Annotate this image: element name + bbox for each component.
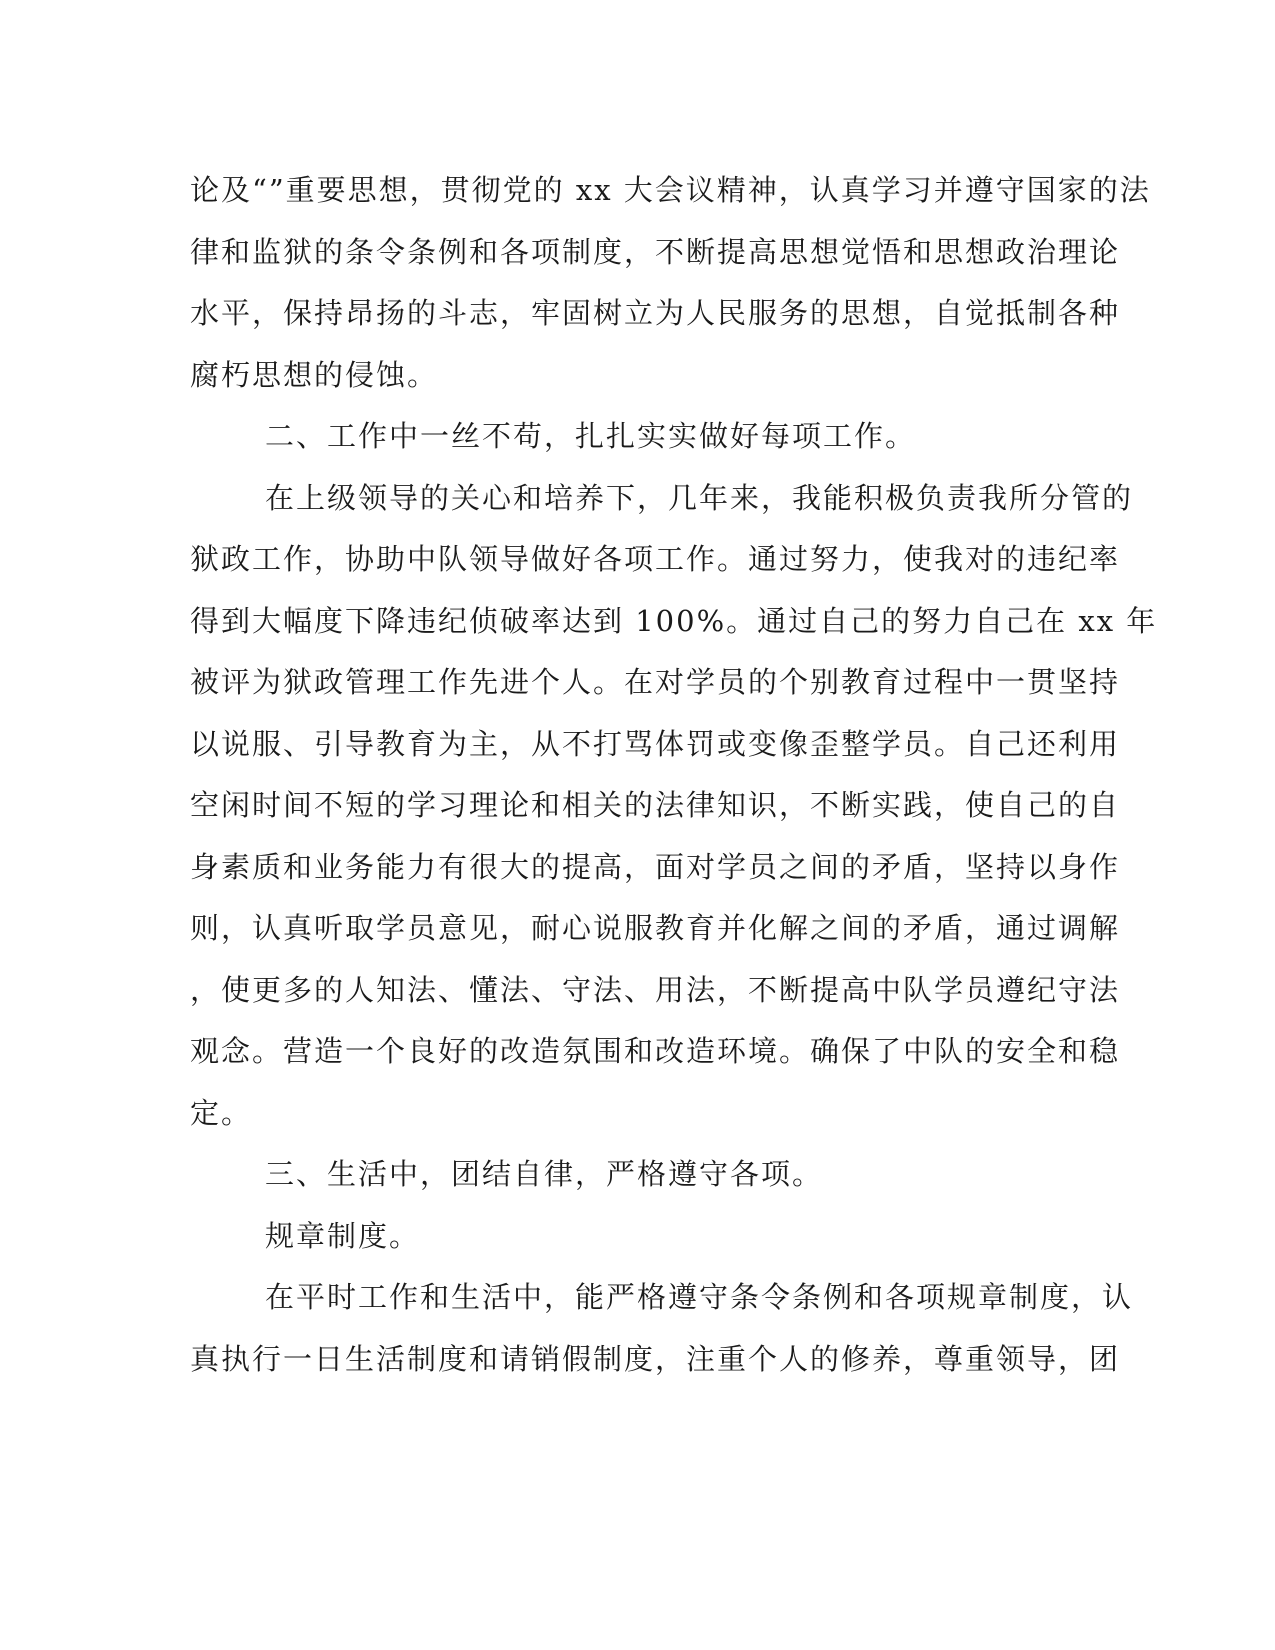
text-line: 以说服、引导教育为主，从不打骂体罚或变像歪整学员。自己还利用 bbox=[190, 726, 1121, 761]
text-line: 在平时工作和生活中，能严格遵守条令条例和各项规章制度，认 bbox=[265, 1280, 1134, 1314]
text-line: 狱政工作，协助中队领导做好各项工作。通过努力，使我对的违纪率 bbox=[190, 542, 1121, 576]
text-line: 水平，保持昂扬的斗志，牢固树立为人民服务的思想，自觉抵制各种 bbox=[190, 296, 1121, 330]
text-line: 则，认真听取学员意见，耐心说服教育并化解之间的矛盾，通过调解 bbox=[190, 911, 1121, 945]
text-line: 在上级领导的关心和培养下，几年来，我能积极负责我所分管的 bbox=[265, 480, 1134, 515]
text-line: 观念。营造一个良好的改造氛围和改造环境。确保了中队的安全和稳 bbox=[190, 1034, 1121, 1068]
text-line: 被评为狱政管理工作先进个人。在对学员的个别教育过程中一贯坚持 bbox=[190, 665, 1121, 699]
text-line: 规章制度。 bbox=[265, 1218, 421, 1253]
text-line: 身素质和业务能力有很大的提高，面对学员之间的矛盾，坚持以身作 bbox=[190, 849, 1121, 884]
text-line: 腐朽思想的侵蚀。 bbox=[190, 357, 439, 392]
text-line: 真执行一日生活制度和请销假制度，注重个人的修养，尊重领导，团 bbox=[190, 1341, 1121, 1376]
text-line: ，使更多的人知法、懂法、守法、用法，不断提高中队学员遵纪守法 bbox=[190, 972, 1121, 1007]
text-line: 得到大幅度下降违纪侦破率达到 100%。通过自己的努力自己在 xx 年 bbox=[190, 603, 1158, 638]
text-line: 定。 bbox=[190, 1095, 253, 1130]
text-line: 律和监狱的条令条例和各项制度，不断提高思想觉悟和思想政治理论 bbox=[190, 234, 1121, 269]
section-heading: 二、工作中一丝不苟，扎扎实实做好每项工作。 bbox=[265, 419, 917, 453]
section-heading: 三、生活中，团结自律，严格遵守各项。 bbox=[265, 1157, 824, 1191]
body-text bbox=[190, 160, 1158, 1390]
text-line: 论及“”重要思想，贯彻党的 xx 大会议精神，认真学习并遵守国家的法 bbox=[190, 173, 1151, 207]
text-line: 空闲时间不短的学习理论和相关的法律知识，不断实践，使自己的自 bbox=[190, 788, 1121, 822]
